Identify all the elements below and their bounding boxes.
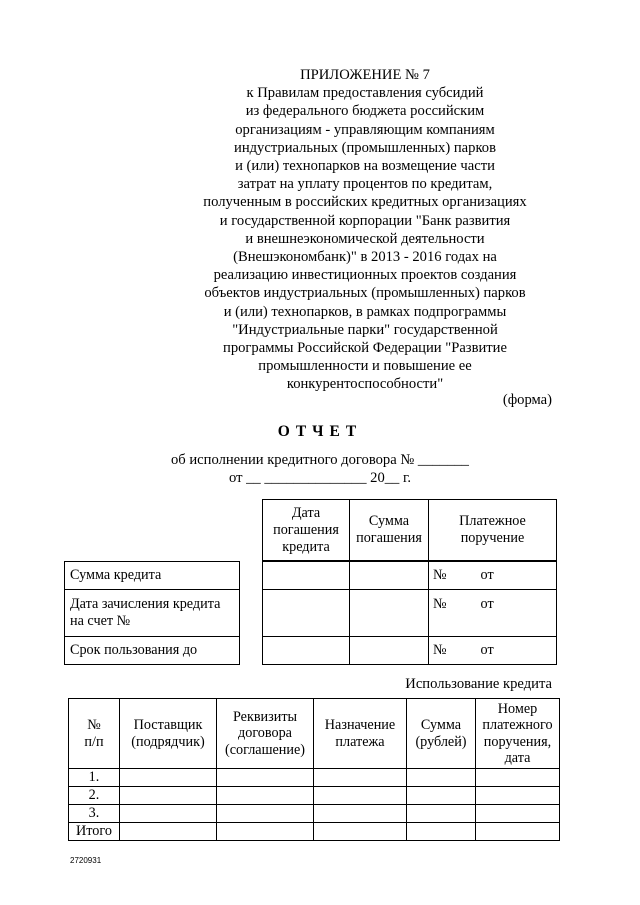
appendix-line: из федерального бюджета российским <box>245 103 485 120</box>
appendix-line: организациям - управляющим компаниям <box>235 121 495 138</box>
usage-header-supplier: Поставщик (подрядчик) <box>120 699 217 769</box>
usage-header-order: Номер платежного поручения, дата <box>476 699 560 769</box>
appendix-line: "Индустриальные парки" государственной <box>232 321 498 338</box>
table-row <box>69 787 560 805</box>
usage-caption: Использование кредита <box>405 676 552 692</box>
form-label: (форма) <box>502 392 552 408</box>
document-code: 2720931 <box>70 856 102 865</box>
usage-header-index: № п/п <box>69 699 120 769</box>
cell-repayment-date <box>263 590 350 637</box>
loan-labels <box>64 589 240 637</box>
usage-table <box>68 698 560 841</box>
header-repayment-sum: Сумма погашения <box>350 500 429 561</box>
appendix-line: затрат на уплату процентов по кредитам, <box>237 176 493 193</box>
header-payment-order: Платежное поручение <box>429 500 557 561</box>
appendix-line: конкурентоспособности" <box>286 376 444 393</box>
table-row <box>69 769 560 787</box>
appendix-heading <box>150 66 580 394</box>
report-contract-line: об исполнении кредитного договора № _______ <box>171 452 469 468</box>
label-loan-sum: Сумма кредита <box>65 562 240 590</box>
cell-payment-order: № от <box>429 590 557 637</box>
appendix-line: индустриальных (промышленных) парков <box>234 139 496 156</box>
table-row-total <box>69 823 560 841</box>
appendix-line: к Правилам предоставления субсидий <box>246 85 484 102</box>
loan-labels <box>64 561 240 590</box>
appendix-line: (Внешэкономбанк)" в 2013 - 2016 годах на <box>233 249 497 266</box>
report-title: ОТЧЕТ <box>277 423 363 440</box>
usage-total-label: Итого <box>69 823 120 841</box>
appendix-line: и внешнеэкономической деятельности <box>245 230 485 247</box>
cell-repayment-sum <box>350 562 429 590</box>
cell-payment-order: № от <box>429 637 557 665</box>
label-credit-date: Дата зачисления кредита на счет № <box>65 590 240 637</box>
appendix-line: реализацию инвестиционных проектов создания <box>213 267 517 284</box>
appendix-line: и государственной корпорации "Банк развития <box>219 212 511 229</box>
appendix-line: промышленности и повышение ее <box>258 358 472 375</box>
cell-repayment-sum <box>350 590 429 637</box>
usage-row-index: 3. <box>69 805 120 823</box>
label-usage-term: Срок пользования до <box>65 637 240 665</box>
usage-row-index: 2. <box>69 787 120 805</box>
appendix-line: и (или) технопарков, в рамках подпрограммы <box>223 303 507 320</box>
appendix-line: полученным в российских кредитных организациях <box>203 194 527 211</box>
table-row <box>69 805 560 823</box>
appendix-line: объектов индустриальных (промышленных) парков <box>204 285 526 302</box>
cell-repayment-sum <box>350 637 429 665</box>
loan-labels <box>64 636 240 665</box>
header-repayment-date: Дата погашения кредита <box>263 500 350 561</box>
cell-repayment-date <box>263 637 350 665</box>
cell-payment-order: № от <box>429 562 557 590</box>
cell-repayment-date <box>263 562 350 590</box>
usage-header-contract: Реквизиты договора (соглашение) <box>217 699 314 769</box>
appendix-line: программы Российской Федерации "Развитие <box>223 340 507 357</box>
appendix-line: и (или) технопарков на возмещение части <box>235 158 495 175</box>
loan-table-header <box>262 499 557 561</box>
usage-header-sum: Сумма (рублей) <box>407 699 476 769</box>
usage-header-purpose: Назначение платежа <box>314 699 407 769</box>
loan-table-body <box>262 561 557 665</box>
report-date-line: от __ ______________ 20__ г. <box>228 470 411 486</box>
appendix-title: ПРИЛОЖЕНИЕ № 7 <box>300 67 430 83</box>
usage-row-index: 1. <box>69 769 120 787</box>
